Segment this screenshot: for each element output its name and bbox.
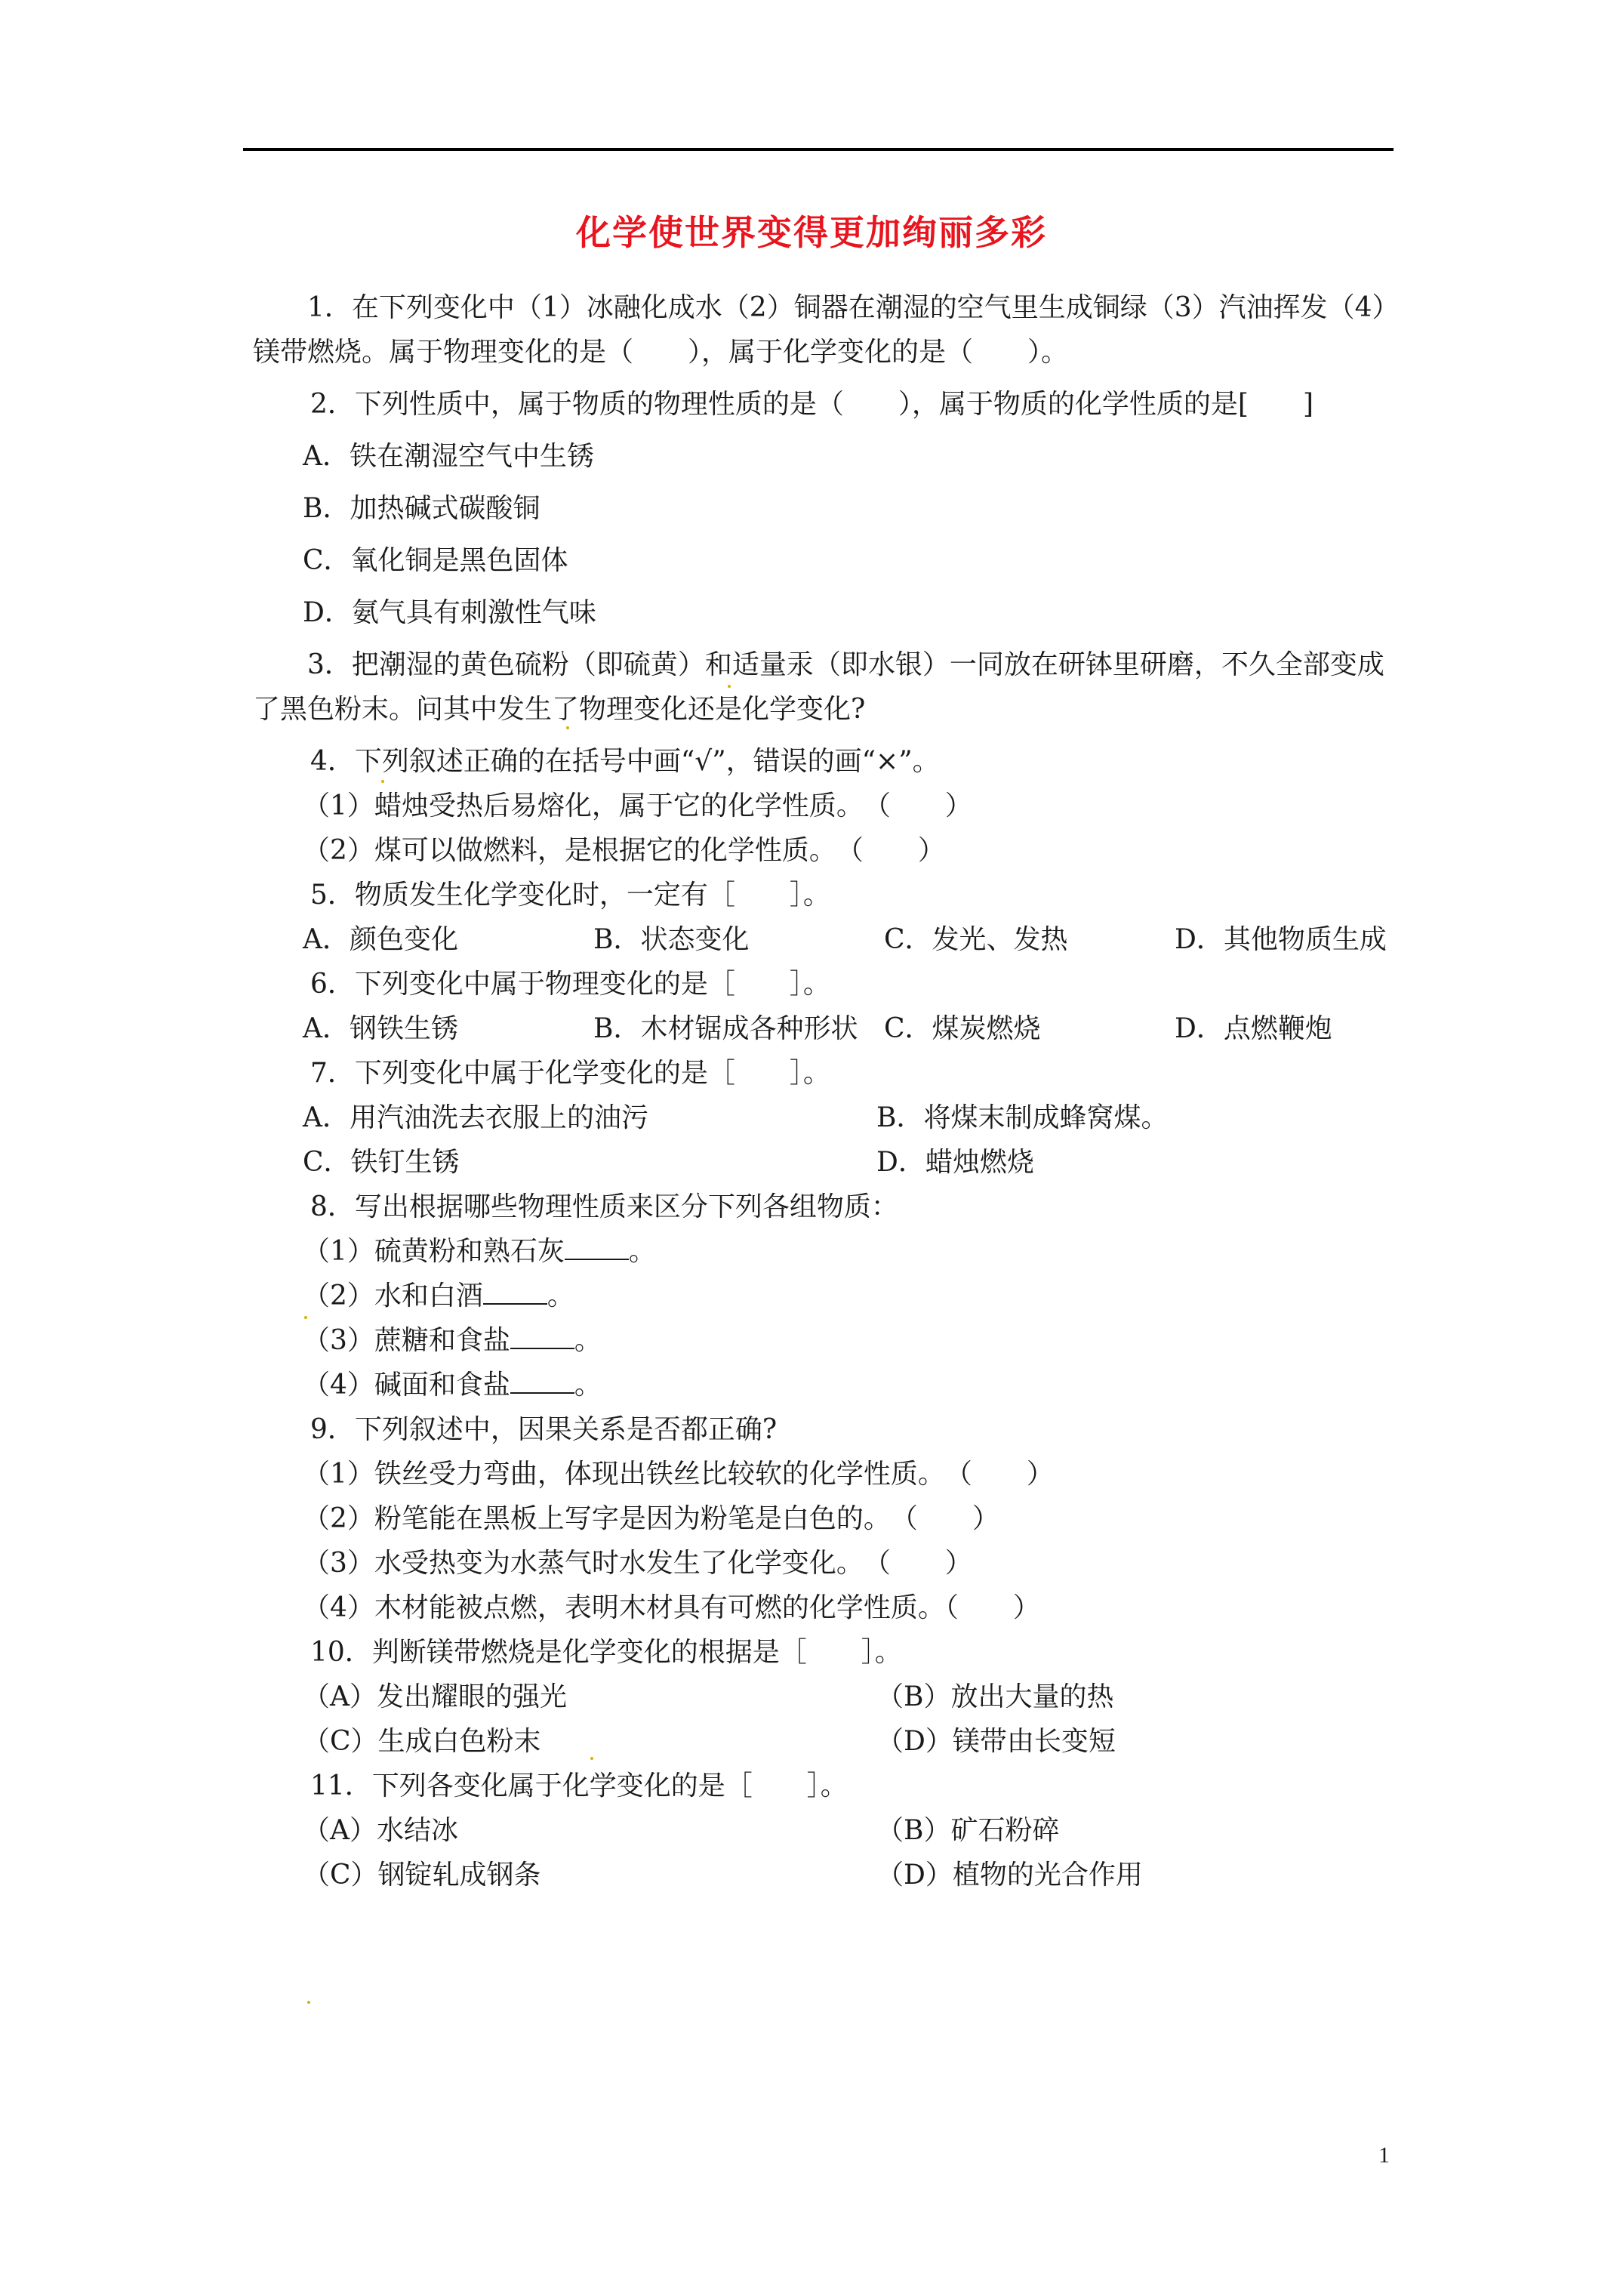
option: D．点燃鞭炮 <box>1175 1013 1332 1044</box>
option: B．状态变化 <box>593 924 750 955</box>
question-8-stem: 8．写出根据哪些物理性质来区分下列各组物质： <box>310 1191 898 1222</box>
option: D．其他物质生成 <box>1175 924 1387 955</box>
answer-blank <box>565 1236 629 1260</box>
question-2-option-d: D．氨气具有刺激性气味 <box>303 597 596 628</box>
question-9-item: （1）铁丝受力弯曲，体现出铁丝比较软的化学性质。 （ ） <box>303 1459 1054 1490</box>
item-end: 。 <box>574 1370 602 1401</box>
option: A．钢铁生锈 <box>303 1013 458 1044</box>
question-9-item: （4）木材能被点燃，表明木材具有可燃的化学性质。（ ） <box>303 1592 1040 1623</box>
question-2-option-c: C．氧化铜是黑色固体 <box>303 545 568 576</box>
question-4-item: （2）煤可以做燃料，是根据它的化学性质。 （ ） <box>303 835 945 866</box>
option: （A）水结冰 <box>303 1815 458 1846</box>
item-label: （4）碱面和食盐 <box>303 1370 510 1401</box>
question-11-stem: 11．下列各变化属于化学变化的是［ ］。 <box>310 1771 848 1801</box>
option: A．颜色变化 <box>303 924 458 955</box>
option: C．煤炭燃烧 <box>884 1013 1041 1044</box>
question-10-stem: 10．判断镁带燃烧是化学变化的根据是［ ］。 <box>310 1637 902 1668</box>
option: B．将煤末制成蜂窝煤。 <box>876 1102 1169 1133</box>
question-4-item: （1）蜡烛受热后易熔化，属于它的化学性质。 （ ） <box>303 791 972 821</box>
option: （D）植物的光合作用 <box>876 1860 1143 1891</box>
stray-dot <box>304 1316 307 1319</box>
question-7-options-row1 <box>253 1096 1393 1140</box>
question-5-options <box>253 917 1393 962</box>
stray-dot <box>590 1757 593 1760</box>
question-5-stem: 5．物质发生化学变化时，一定有［ ］。 <box>310 880 830 911</box>
question-8-item <box>253 1318 1393 1363</box>
stray-dot <box>728 685 731 688</box>
item-end: 。 <box>628 1236 656 1267</box>
question-8-item <box>253 1274 1393 1318</box>
option: D．蜡烛燃烧 <box>876 1147 1034 1178</box>
option: （B）矿石粉碎 <box>876 1815 1060 1846</box>
question-11-options-row2 <box>253 1853 1393 1897</box>
option: B．木材锯成各种形状 <box>593 1013 858 1044</box>
page-title: 化学使世界变得更加绚丽多彩 <box>576 212 1047 253</box>
question-2-stem: 2．下列性质中，属于物质的物理性质的是（ ），属于物质的化学性质的是[ ] <box>310 389 1313 420</box>
question-7-options-row2 <box>253 1140 1393 1185</box>
stray-dot <box>566 726 569 729</box>
question-9-item: （3）水受热变为水蒸气时水发生了化学变化。 （ ） <box>303 1548 972 1579</box>
item-end: 。 <box>574 1325 602 1356</box>
option: （D）镁带由长变短 <box>876 1726 1116 1757</box>
stray-dot <box>381 780 384 783</box>
question-8-item <box>253 1363 1393 1407</box>
question-2-option-a: A．铁在潮湿空气中生锈 <box>303 441 594 472</box>
question-9-item: （2）粉笔能在黑板上写字是因为粉笔是白色的。 （ ） <box>303 1503 999 1534</box>
question-1: 1．在下列变化中（1）冰融化成水（2）铜器在潮湿的空气里生成铜绿（3）汽油挥发（4）镁带燃烧。属于物理变化的是（ ），属于化学变化的是（ ）。 <box>253 292 1386 368</box>
page-number: 1 <box>1378 2143 1390 2168</box>
question-4-stem: 4．下列叙述正确的在括号中画“√”，错误的画“×”。 <box>310 746 940 777</box>
question-3: 3．把潮湿的黄色硫粉（即硫黄）和适量汞（即水银）一同放在研钵里研磨，不久全部变成了黑色粉末。问其中发生了物理变化还是化学变化? <box>253 649 1384 725</box>
option: A．用汽油洗去衣服上的油污 <box>303 1102 648 1133</box>
worksheet-body <box>253 285 1393 1897</box>
stray-dot <box>307 2001 310 2004</box>
question-6-stem: 6．下列变化中属于物理变化的是［ ］。 <box>310 969 830 1000</box>
question-8-item <box>253 1229 1393 1274</box>
item-end: 。 <box>547 1281 574 1311</box>
option: C．发光、发热 <box>884 924 1068 955</box>
answer-blank <box>483 1281 547 1305</box>
question-11-options-row1 <box>253 1808 1393 1853</box>
item-label: （1）硫黄粉和熟石灰 <box>303 1236 565 1267</box>
question-6-options <box>253 1006 1393 1051</box>
option: C．铁钉生锈 <box>303 1147 460 1178</box>
item-label: （2）水和白酒 <box>303 1281 483 1311</box>
question-7-stem: 7．下列变化中属于化学变化的是［ ］。 <box>310 1058 830 1089</box>
question-10-options-row2 <box>253 1719 1393 1764</box>
option: （A）发出耀眼的强光 <box>303 1681 567 1712</box>
item-label: （3）蔗糖和食盐 <box>303 1325 510 1356</box>
question-9-stem: 9．下列叙述中，因果关系是否都正确? <box>310 1414 778 1445</box>
question-10-options-row1 <box>253 1675 1393 1719</box>
option: （C）钢锭轧成钢条 <box>303 1860 541 1891</box>
option: （B）放出大量的热 <box>876 1681 1114 1712</box>
answer-blank <box>510 1370 574 1394</box>
answer-blank <box>510 1325 574 1349</box>
question-2-option-b: B．加热碱式碳酸铜 <box>303 493 540 524</box>
option: （C）生成白色粉末 <box>303 1726 541 1757</box>
header-rule <box>243 148 1394 151</box>
